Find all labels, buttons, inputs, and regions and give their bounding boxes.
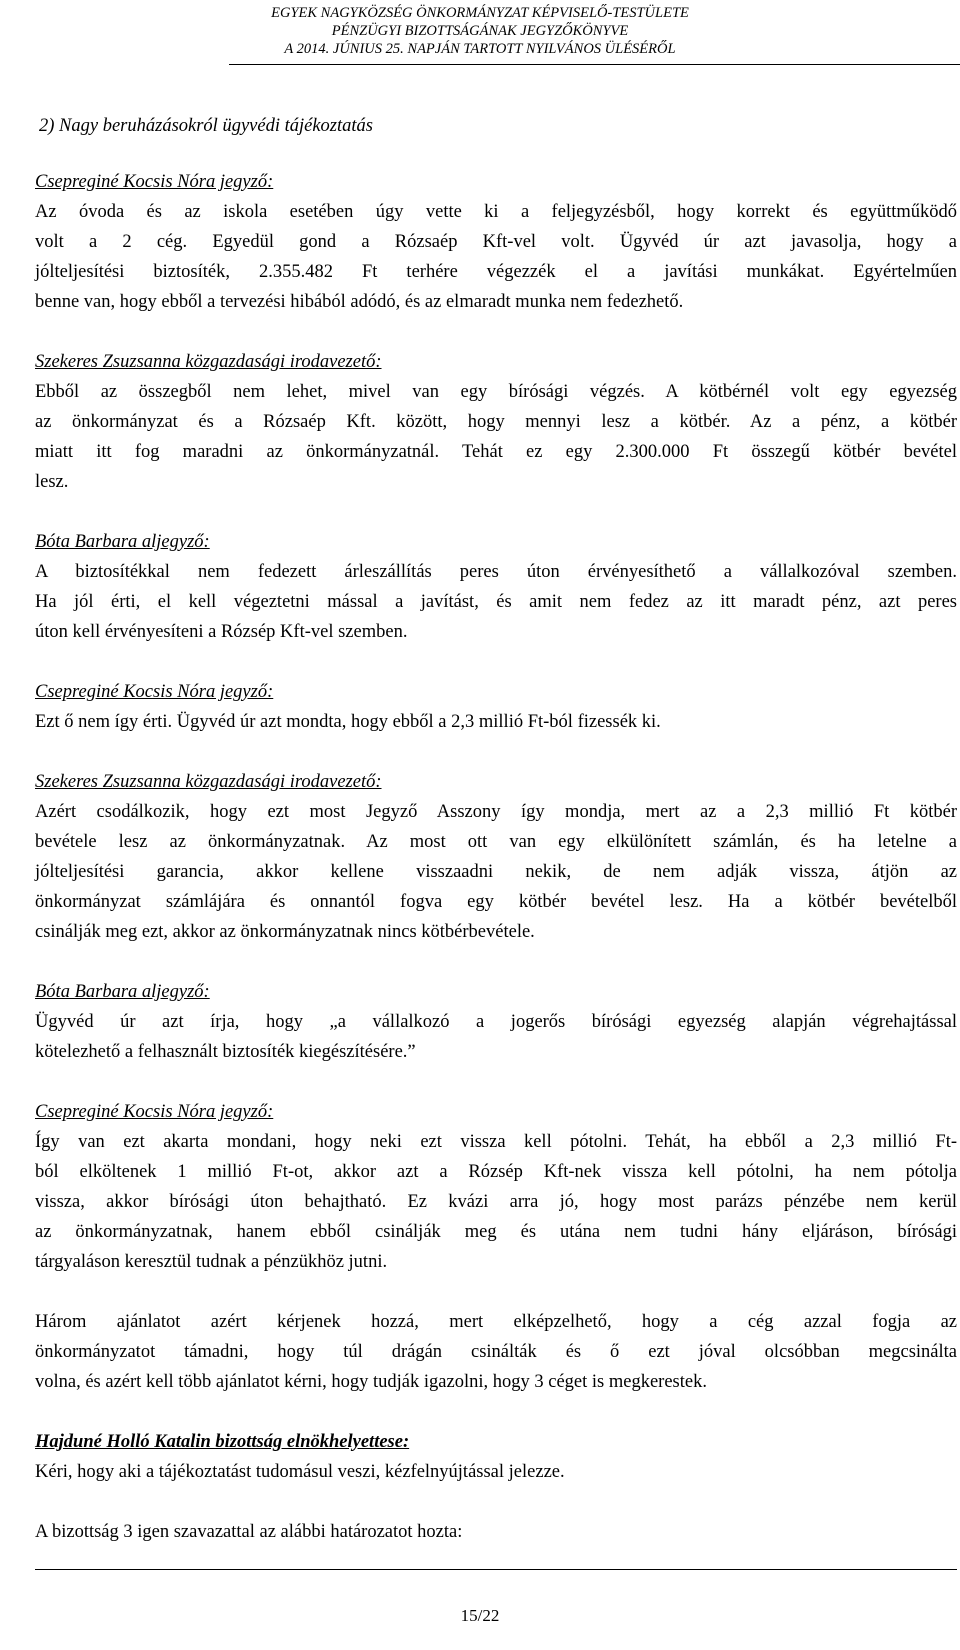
header-line-2: PÉNZÜGYI BIZOTTSÁGÁNAK JEGYZŐKÖNYVE xyxy=(331,23,629,39)
text-line: önkormányzat számlájára és onnantól fogva egy kötbér bevétel lesz. Ha a kötbér bevételből xyxy=(35,892,957,912)
speaker-name: Bóta Barbara aljegyző: xyxy=(35,532,210,552)
section-title: 2) Nagy beruházásokról ügyvédi tájékoztatás xyxy=(39,116,373,136)
text-line: miatt itt fog maradni az önkormányzatnál. Tehát ez egy 2.300.000 Ft összegű kötbér bevétel xyxy=(35,442,957,462)
text-line: Ebből az összegből nem lehet, mivel van egy bírósági végzés. A kötbérnél volt egy egyezség xyxy=(35,382,957,402)
text-line: Ügyvéd úr azt írja, hogy „a vállalkozó a jogerős bírósági egyezség alapján végrehajtással xyxy=(35,1012,957,1032)
text-line: jólteljesítési garancia, akkor kellene visszaadni nekik, de nem adják vissza, átjön az xyxy=(35,862,957,882)
speaker-name: Csepreginé Kocsis Nóra jegyző: xyxy=(35,682,274,702)
text-line: jólteljesítési biztosíték, 2.355.482 Ft terhére végezzék el a javítási munkákat. Egyértelműen xyxy=(35,262,957,282)
speech-block xyxy=(35,977,957,1067)
speech-block xyxy=(35,167,957,317)
speech-text xyxy=(35,707,957,737)
text-line: A bizottság 3 igen szavazattal az alábbi határozatot hozta: xyxy=(35,1522,463,1542)
text-line: az önkormányzatnak, hanem ebből csinálják meg és utána nem tudni hány eljáráson, bírósági xyxy=(35,1222,957,1242)
text-line: Ha jól érti, el kell végeztetni mással a javítást, és amit nem fedez az itt maradt pénz, azt peres xyxy=(35,592,957,612)
text-line: csinálják meg ezt, akkor az önkormányzatnak nincs kötbérbevétele. xyxy=(35,922,535,942)
text-line: volt a 2 cég. Egyedül gond a Rózsaép Kft-vel volt. Ügyvéd úr azt javasolja, hogy a xyxy=(35,232,957,252)
text-line: Így van ezt akarta mondani, hogy neki ezt vissza kell pótolni. Tehát, ha ebből a 2,3 millió Ft- xyxy=(35,1132,957,1152)
document-header xyxy=(0,4,960,58)
document-body xyxy=(35,111,957,1577)
text-line: Kéri, hogy aki a tájékoztatást tudomásul veszi, kézfelnyújtással jelezze. xyxy=(35,1462,565,1482)
paragraph xyxy=(35,1307,957,1397)
speech-text xyxy=(35,557,957,647)
footer-divider xyxy=(35,1569,957,1570)
speech-block xyxy=(35,1427,957,1487)
speech-block xyxy=(35,527,957,647)
header-line-1: EGYEK NAGYKÖZSÉG ÖNKORMÁNYZAT KÉPVISELŐ-TESTÜLETE xyxy=(271,5,689,21)
paragraph xyxy=(35,1517,957,1547)
text-line: vissza, akkor bírósági úton behajtható. Ez kvázi arra jó, hogy most parázs pénzébe nem kerül xyxy=(35,1192,957,1212)
speech-text xyxy=(35,797,957,947)
speech-text xyxy=(35,1457,957,1487)
paragraph-text xyxy=(35,1307,957,1397)
text-line: Ezt ő nem így érti. Ügyvéd úr azt mondta, hogy ebből a 2,3 millió Ft-ból fizessék ki. xyxy=(35,712,661,732)
speaker-name: Csepreginé Kocsis Nóra jegyző: xyxy=(35,172,274,192)
speech-text xyxy=(35,1007,957,1067)
speaker-name: Hajduné Holló Katalin bizottság elnökhelyettese: xyxy=(35,1432,410,1452)
text-line: ból elköltenek 1 millió Ft-ot, akkor azt a Rózsép Kft-nek vissza kell pótolni, ha nem pótolja xyxy=(35,1162,957,1182)
speech-block xyxy=(35,347,957,497)
text-line: volna, és azért kell több ajánlatot kérni, hogy tudják igazolni, hogy 3 céget is megkerestek. xyxy=(35,1372,707,1392)
text-line: Az óvoda és az iskola esetében úgy vette ki a feljegyzésből, hogy korrekt és együttműködő xyxy=(35,202,957,222)
speech-text xyxy=(35,197,957,317)
text-line: Három ajánlatot azért kérjenek hozzá, mert elképzelhető, hogy a cég azzal fogja az xyxy=(35,1312,957,1332)
speaker-name: Szekeres Zsuzsanna közgazdasági irodavezető: xyxy=(35,772,382,792)
speech-block xyxy=(35,677,957,737)
text-line: Azért csodálkozik, hogy ezt most Jegyző Asszony így mondja, mert az a 2,3 millió Ft kötbér xyxy=(35,802,957,822)
speech-text xyxy=(35,1127,957,1277)
text-line: önkormányzatot támadni, hogy túl drágán csinálták és ő ezt jóval olcsóbban megcsinálta xyxy=(35,1342,957,1362)
text-line: lesz. xyxy=(35,472,69,492)
page-number: 15/22 xyxy=(460,1606,500,1625)
speech-block xyxy=(35,767,957,947)
speech-text xyxy=(35,377,957,497)
text-line: bevétele lesz az önkormányzatnak. Az most ott van egy elkülönített számlán, és ha letelne a xyxy=(35,832,957,852)
text-line: A biztosítékkal nem fedezett árleszállítás peres úton érvényesíthető a vállalkozóval szemben. xyxy=(35,562,957,582)
text-line: az önkormányzat és a Rózsaép Kft. között, hogy mennyi lesz a kötbér. Az a pénz, a kötbér xyxy=(35,412,957,432)
speaker-name: Szekeres Zsuzsanna közgazdasági irodavezető: xyxy=(35,352,382,372)
speaker-name: Bóta Barbara aljegyző: xyxy=(35,982,210,1002)
speaker-name: Csepreginé Kocsis Nóra jegyző: xyxy=(35,1102,274,1122)
speech-block xyxy=(35,1097,957,1277)
text-line: benne van, hogy ebből a tervezési hibából adódó, és az elmaradt munka nem fedezhető. xyxy=(35,292,684,312)
header-line-3: A 2014. JÚNIUS 25. NAPJÁN TARTOTT NYILVÁNOS ÜLÉSÉRŐL xyxy=(284,41,676,57)
text-line: kötelezhető a felhasznált biztosíték kiegészítésére.” xyxy=(35,1042,416,1062)
header-divider xyxy=(229,64,960,65)
text-line: tárgyaláson keresztül tudnak a pénzükhöz jutni. xyxy=(35,1252,388,1272)
text-line: úton kell érvényesíteni a Rózsép Kft-vel szemben. xyxy=(35,622,408,642)
paragraph-text xyxy=(35,1517,957,1547)
